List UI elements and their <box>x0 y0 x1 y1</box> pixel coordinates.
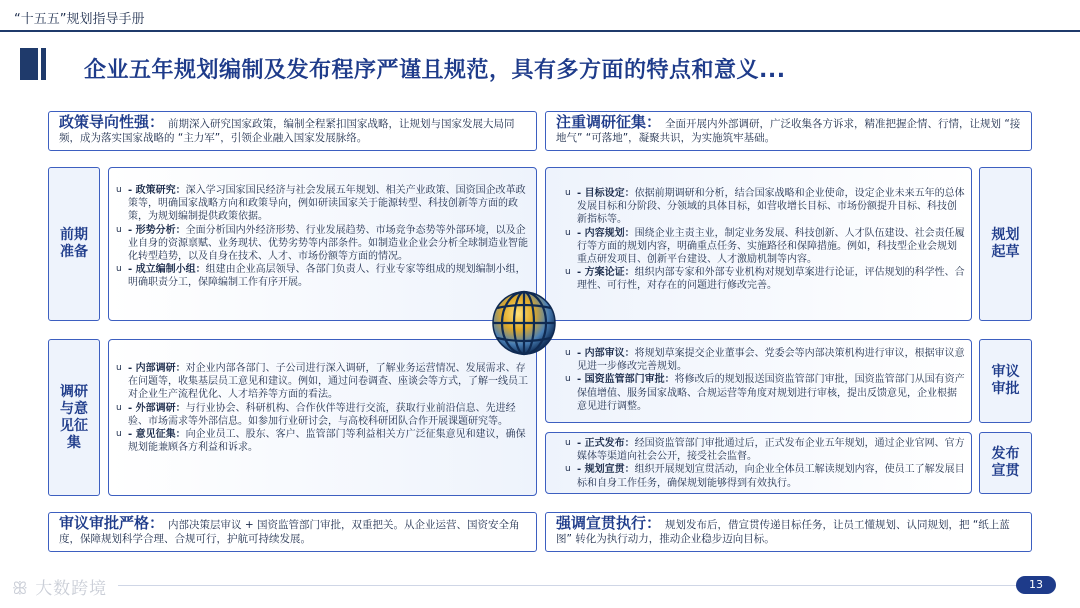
list-item: u - 外部调研：与行业协会、科研机构、合作伙伴等进行交流，获取行业前沿信息、先进经验、市场需求等外部信息。如参加行业研讨会，与高校科研团队合作开展课题研究等。 <box>116 402 516 427</box>
headline-marker-icon <box>20 48 46 80</box>
release-content <box>565 437 965 490</box>
banner-lead: 审议审批严格： <box>59 514 165 532</box>
list-item: u - 正式发布：经国资监管部门审批通过后，正式发布企业五年规划，通过企业官网、官方媒体等渠道向社会公开，接受社会监督。 <box>565 438 965 463</box>
prep-content <box>116 184 530 290</box>
stage-release-label: 发布宣贯 <box>979 432 1032 494</box>
list-item: u - 意见征集：向企业员工、股东、客户、监管部门等利益相关方广泛征集意见和建议，确保规划能兼顾各方利益和诉求。 <box>116 429 526 454</box>
watermark: ꕥ 大数跨境 <box>12 579 108 599</box>
list-item: u - 方案论证：组织内部专家和外部专业机构对规划草案进行论证，评估规划的科学性、合理性、可行性，对存在的问题进行修改完善。 <box>565 267 965 292</box>
banner-text: 前期深入研究国家政策，编制全程紧扣国家战略，让规划与国家发展大局同频，成为落实国家战略的 “主力军”，引领企业融入国家发展脉络。 <box>59 118 515 144</box>
banner-research-focus <box>545 111 1032 151</box>
list-item: u - 内部审议：将规划草案提交企业董事会、党委会等内部决策机构进行审议，根据审议意见进一步修改完善规划。 <box>565 348 965 373</box>
page-headline: 企业五年规划编制及发布程序严谨且规范，具有多方面的特点和意义... <box>84 58 786 83</box>
banner-policy-oriented <box>48 111 537 151</box>
banner-lead: 政策导向性强： <box>59 113 165 131</box>
header-divider <box>0 30 1080 32</box>
list-item: u - 形势分析：全面分析国内外经济形势、行业发展趋势、市场竞争态势等外部环境，以及企业自身的资源禀赋、业务现状、优势劣势等内部条件。如制造业企业会分析全球制造业智能化转型趋势，以及自身在技术、人才、市场份额等方面的情况。 <box>116 224 528 263</box>
stage-review-label: 审议审批 <box>979 339 1032 423</box>
watermark-logo-icon: ꕥ <box>12 579 36 599</box>
banner-text: 内部决策层审议 + 国资监管部门审批，双重把关。从企业运营、国资安全角度，保障规划科学合理、合规可行，护航可持续发展。 <box>59 519 520 545</box>
list-item: u - 内部调研：对企业内部各部门、子公司进行深入调研，了解业务运营情况、发展需求、存在问题等，收集基层员工意见和建议。例如，通过问卷调查、座谈会等方式，了解一线员工对企业生产流程优化、人才培养等方面的看法。 <box>116 363 528 401</box>
page-number-badge: 13 <box>1016 576 1056 594</box>
list-item: u - 内容规划：围绕企业主责主业，制定业务发展、科技创新、人才队伍建设、社会责任履行等方面的规划内容，明确重点任务、实施路径和保障措施。例如，科技型企业会规划重点研发项目、创新平台建设、人才激励机制等内容。 <box>565 227 965 266</box>
banner-lead: 注重调研征集： <box>556 113 662 131</box>
list-item: u - 政策研究：深入学习国家国民经济与社会发展五年规划、相关产业政策、国资国企改革政策等，明确国家战略方向和政策导向，例如研读国家关于能源转型、科技创新等方面的政策，为规划编制提供政策依据。 <box>116 185 526 223</box>
banner-lead: 强调宣贯执行： <box>556 514 662 532</box>
stage-prep-label: 前期准备 <box>48 167 100 321</box>
banner-text: 全面开展内外部调研，广泛收集各方诉求，精准把握企情、行情，让规划 “接地气” “可落地”，凝聚共识，为实施筑牢基础。 <box>556 118 1021 144</box>
stage-research-label: 调研与意见征集 <box>48 339 100 496</box>
banner-text: 规划发布后，借宣贯传递目标任务，让员工懂规划、认同规划，把 “纸上蓝图” 转化为执行动力，推动企业稳步迈向目标。 <box>556 519 1010 545</box>
stage-draft-label: 规划起草 <box>979 167 1032 321</box>
list-item: u - 国资监管部门审批：将修改后的规划报送国资监管部门审批，国资监管部门从国有资产保值增值、服务国家战略、合规运营等角度对规划进行审核，提出反馈意见，企业根据意见进行调整。 <box>565 374 965 412</box>
globe-icon <box>491 290 557 356</box>
list-item: u - 规划宣贯：组织开展规划宣贯活动，向企业全体员工解读规划内容，使员工了解发展目标和自身工作任务，确保规划能够得到有效执行。 <box>565 464 965 489</box>
footer-divider <box>118 585 1038 586</box>
research-content <box>116 362 530 454</box>
review-content <box>565 347 965 413</box>
list-item: u - 目标设定：依据前期调研和分析，结合国家战略和企业使命，设定企业未来五年的总体发展目标和分阶段、分领域的具体目标，如营收增长目标、市场份额提升目标、科技创新指标等。 <box>565 188 965 226</box>
list-item: u - 成立编制小组：组建由企业高层领导、各部门负责人、行业专家等组成的规划编制小组，明确职责分工，保障编制工作有序开展。 <box>116 264 526 289</box>
draft-content <box>565 187 965 293</box>
banner-implementation <box>545 512 1032 552</box>
document-title: “十五五”规划指导手册 <box>14 12 145 27</box>
banner-strict-review <box>48 512 537 552</box>
